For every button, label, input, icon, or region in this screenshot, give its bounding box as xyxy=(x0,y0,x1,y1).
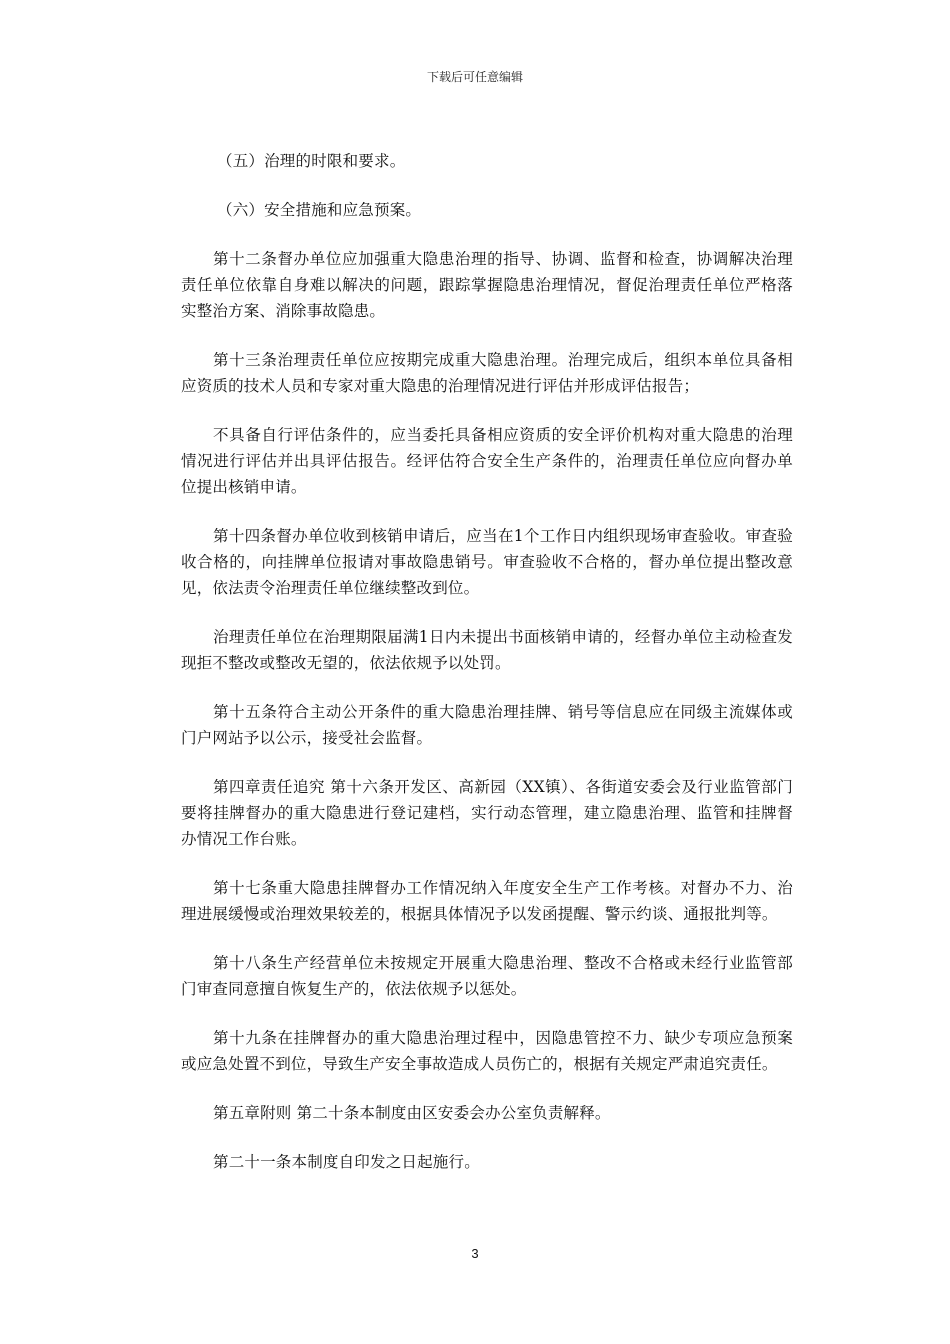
paragraph-article-15: 第十五条符合主动公开条件的重大隐患治理挂牌、销号等信息应在同级主流媒体或门户网站予以公示，接受社会监督。 xyxy=(181,703,793,747)
paragraph-article-19: 第十九条在挂牌督办的重大隐患治理过程中，因隐患管控不力、缺少专项应急预案或应急处置不到位，导致生产安全事故造成人员伤亡的，根据有关规定严肃追究责任。 xyxy=(181,1029,793,1073)
page-header: 下载后可任意编辑 xyxy=(426,70,523,84)
paragraph-chapter-5-article-20: 第五章附则 第二十条本制度由区安委会办公室负责解释。 xyxy=(213,1104,611,1122)
paragraph-article-17: 第十七条重大隐患挂牌督办工作情况纳入年度安全生产工作考核。对督办不力、治理进展缓慢或治理效果较差的，根据具体情况予以发函提醒、警示约谈、通报批判等。 xyxy=(181,879,793,923)
page-number: 3 xyxy=(471,1246,479,1261)
document-body xyxy=(181,148,793,1198)
paragraph-item-6: （六）安全措施和应急预案。 xyxy=(217,201,422,219)
paragraph-article-12: 第十二条督办单位应加强重大隐患治理的指导、协调、监督和检查，协调解决治理责任单位依靠自身难以解决的问题，跟踪掌握隐患治理情况，督促治理责任单位严格落实整治方案、消除事故隐患。 xyxy=(181,250,793,320)
paragraph-article-13-continued: 不具备自行评估条件的，应当委托具备相应资质的安全评价机构对重大隐患的治理情况进行评估并出具评估报告。经评估符合安全生产条件的，治理责任单位应向督办单位提出核销申请。 xyxy=(181,426,793,496)
paragraph-article-13: 第十三条治理责任单位应按期完成重大隐患治理。治理完成后，组织本单位具备相应资质的技术人员和专家对重大隐患的治理情况进行评估并形成评估报告； xyxy=(181,351,793,395)
paragraph-article-18: 第十八条生产经营单位未按规定开展重大隐患治理、整改不合格或未经行业监管部门审查同意擅自恢复生产的，依法依规予以惩处。 xyxy=(181,954,793,998)
paragraph-chapter-4-article-16: 第四章责任追究 第十六条开发区、高新园（XX镇）、各街道安委会及行业监管部门要将挂牌督办的重大隐患进行登记建档，实行动态管理，建立隐患治理、监管和挂牌督办情况工作台账。 xyxy=(181,778,793,848)
paragraph-article-14-continued: 治理责任单位在治理期限届满1日内未提出书面核销申请的，经督办单位主动检查发现拒不整改或整改无望的，依法依规予以处罚。 xyxy=(181,628,793,672)
paragraph-article-14: 第十四条督办单位收到核销申请后，应当在1个工作日内组织现场审查验收。审查验收合格的，向挂牌单位报请对事故隐患销号。审查验收不合格的，督办单位提出整改意见，依法责令治理责任单位继续整改到位。 xyxy=(181,527,793,597)
paragraph-item-5: （五）治理的时限和要求。 xyxy=(217,152,406,170)
paragraph-article-21: 第二十一条本制度自印发之日起施行。 xyxy=(213,1153,480,1171)
